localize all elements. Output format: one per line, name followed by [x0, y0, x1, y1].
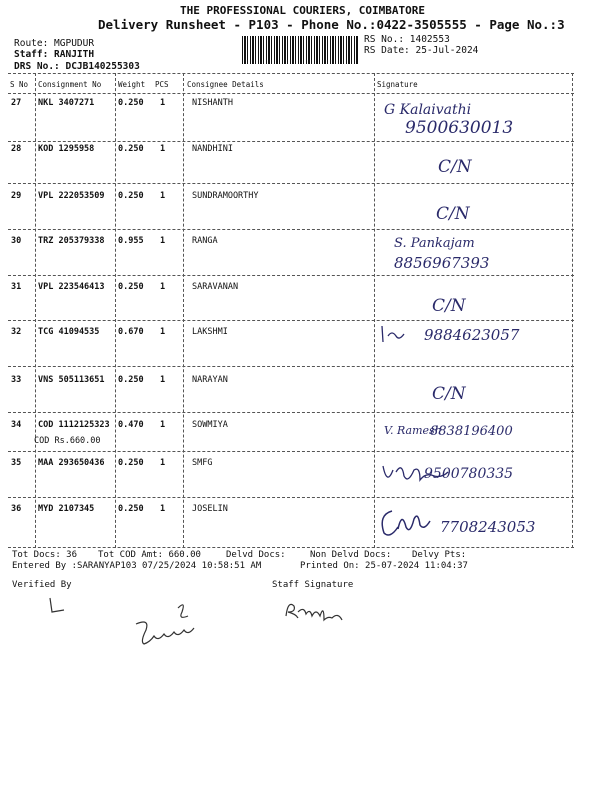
signature-31: C/N: [432, 296, 466, 316]
row-pcs: 1: [160, 236, 166, 246]
row-divider: [8, 141, 574, 142]
signature-30-name: S. Pankajam: [394, 236, 475, 251]
route: Route: MGPUDUR: [14, 38, 95, 49]
row-consignment: TCG 41094535: [38, 327, 100, 337]
row-pcs: 1: [160, 375, 166, 385]
signature-36-mark: [378, 505, 438, 541]
row-pcs: 1: [160, 98, 166, 108]
row-divider: [8, 229, 574, 230]
signature-34-name: V. Ramesh: [384, 424, 442, 437]
row-consignment: VPL 222053509: [38, 191, 105, 201]
row-weight: 0.250: [118, 282, 144, 292]
row-weight: 0.470: [118, 420, 144, 430]
row-sno: 28: [11, 144, 22, 154]
row-sno: 35: [11, 458, 22, 468]
col-header-consignment: Consignment No: [38, 80, 102, 89]
total-cod: Tot COD Amt: 660.00: [98, 550, 201, 560]
row-consignee: NANDHINI: [192, 144, 233, 154]
row-pcs: 1: [160, 282, 166, 292]
row-consignment: VNS 505113651: [38, 375, 105, 385]
runsheet-title: Delivery Runsheet - P103 - Phone No.:0422-3505555 - Page No.:3: [98, 17, 565, 32]
row-consignment: MAA 293650436: [38, 458, 105, 468]
signature-33: C/N: [432, 384, 466, 404]
row-consignment: COD 1112125323: [38, 420, 110, 430]
row-divider: [8, 275, 574, 276]
row-consignment: VPL 223546413: [38, 282, 105, 292]
row-sno: 34: [11, 420, 22, 430]
row-sno: 27: [11, 98, 22, 108]
company-name: THE PROFESSIONAL COURIERS, COIMBATORE: [180, 4, 426, 17]
row-pcs: 1: [160, 144, 166, 154]
signature-27-phone: 9500630013: [405, 118, 514, 138]
row-sno: 36: [11, 504, 22, 514]
row-consignee: SOWMIYA: [192, 420, 228, 430]
table-top-rule: [8, 73, 574, 74]
verifier-signature: [40, 594, 240, 650]
row-weight: 0.250: [118, 504, 144, 514]
row-pcs: 1: [160, 420, 166, 430]
row-pcs: 1: [160, 504, 166, 514]
row-sno: 31: [11, 282, 22, 292]
column-divider: [115, 73, 116, 548]
signature-32-phone: 9884623057: [424, 326, 520, 344]
row-consignee: JOSELIN: [192, 504, 228, 514]
staff-signature-label: Staff Signature: [272, 580, 354, 590]
signature-30-phone: 8856967393: [394, 254, 490, 272]
signature-28: C/N: [438, 157, 472, 177]
row-consignment: TRZ 205379338: [38, 236, 105, 246]
row-divider: [8, 497, 574, 498]
column-divider: [183, 73, 184, 548]
col-header-signature: Signature: [377, 80, 418, 89]
table-bottom-rule: [8, 547, 574, 548]
row-weight: 0.250: [118, 375, 144, 385]
col-header-weight: Weight: [118, 80, 146, 89]
row-consignee: SARAVANAN: [192, 282, 239, 292]
row-pcs: 1: [160, 191, 166, 201]
row-divider: [8, 183, 574, 184]
row-consignee: SUNDRAMOORTHY: [192, 191, 259, 201]
rs-number: RS No.: 1402553: [364, 34, 450, 45]
row-consignment: KOD 1295958: [38, 144, 95, 154]
row-weight: 0.250: [118, 191, 144, 201]
row-divider: [8, 451, 574, 452]
header-rule: [8, 93, 574, 94]
row-consignee: NISHANTH: [192, 98, 233, 108]
signature-34-phone: 8838196400: [430, 424, 513, 439]
entered-by: Entered By :SARANYAP103 07/25/2024 10:58:51 AM: [12, 561, 262, 571]
row-consignment: MYD 2107345: [38, 504, 95, 514]
total-docs: Tot Docs: 36: [12, 550, 78, 560]
row-pcs: 1: [160, 327, 166, 337]
row-weight: 0.670: [118, 327, 144, 337]
delivered-docs: Delvd Docs:: [226, 550, 286, 560]
non-delivered-docs: Non Delvd Docs:: [310, 550, 392, 560]
barcode: [242, 36, 358, 64]
row-consignee: SMFG: [192, 458, 213, 468]
signature-29: C/N: [436, 204, 470, 224]
row-divider: [8, 320, 574, 321]
drs-number: DRS No.: DCJB140255303: [14, 61, 140, 72]
row-consignment: NKL 3407271: [38, 98, 95, 108]
col-header-consignee: Consignee Details: [187, 80, 264, 89]
staff-signature-mark: [282, 596, 372, 626]
row-weight: 0.250: [118, 458, 144, 468]
row-consignee: LAKSHMI: [192, 327, 228, 337]
signature-32-mark: [378, 322, 418, 346]
row-weight: 0.250: [118, 98, 144, 108]
row-sno: 30: [11, 236, 22, 246]
column-divider: [572, 73, 573, 548]
row-weight: 0.250: [118, 144, 144, 154]
row-consignee: RANGA: [192, 236, 218, 246]
row-sno: 29: [11, 191, 22, 201]
row-sno: 32: [11, 327, 22, 337]
row-consignee: NARAYAN: [192, 375, 228, 385]
column-divider: [374, 73, 375, 548]
signature-27-name: G Kalaivathi: [384, 102, 472, 118]
delivery-points: Delvy Pts:: [412, 550, 467, 560]
cod-amount: COD Rs.660.00: [34, 436, 101, 446]
rs-date: RS Date: 25-Jul-2024: [364, 45, 479, 56]
row-divider: [8, 412, 574, 413]
row-divider: [8, 366, 574, 367]
signature-35-phone: 9500780335: [424, 466, 514, 482]
col-header-sno: S No: [10, 80, 29, 89]
signature-36-phone: 7708243053: [440, 518, 536, 536]
row-weight: 0.955: [118, 236, 144, 246]
col-header-pcs: PCS: [155, 80, 169, 89]
verified-by-label: Verified By: [12, 580, 72, 590]
column-divider: [35, 73, 36, 548]
row-sno: 33: [11, 375, 22, 385]
row-pcs: 1: [160, 458, 166, 468]
staff: Staff: RANJITH: [14, 49, 95, 60]
printed-on: Printed On: 25-07-2024 11:04:37: [300, 561, 468, 571]
